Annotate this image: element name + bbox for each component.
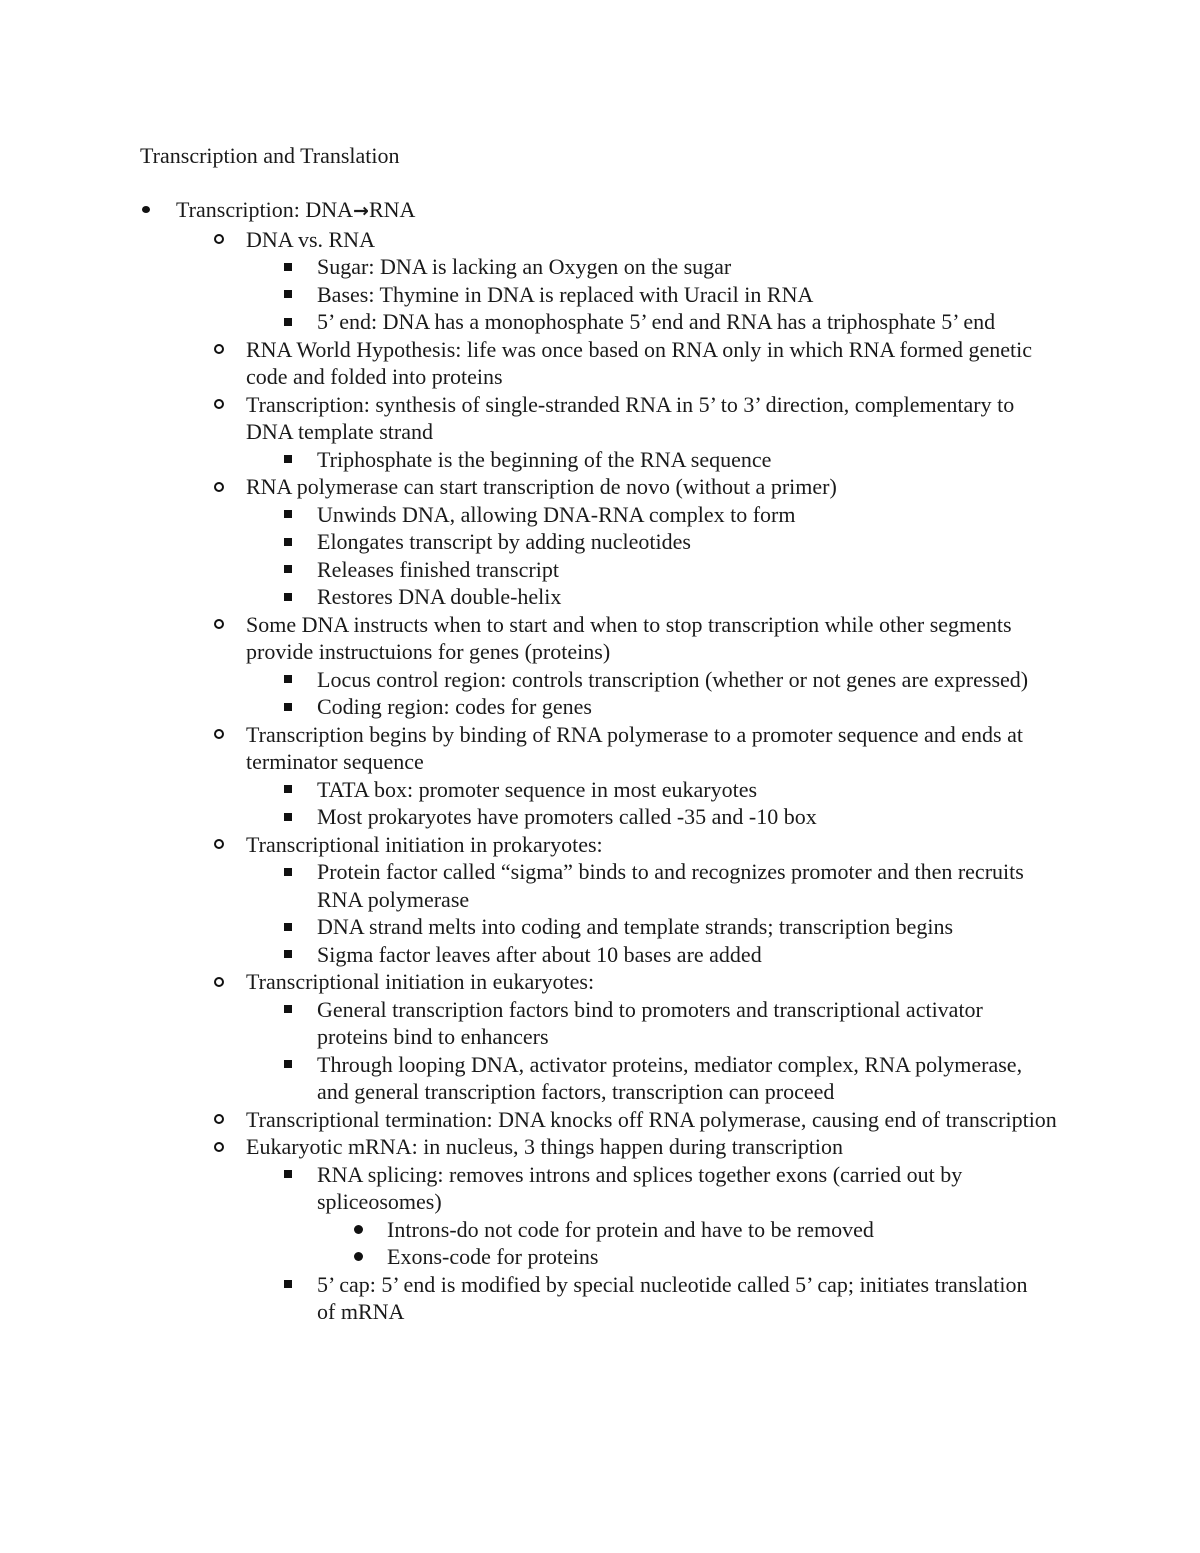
filled-square-bullet-icon [282,776,294,804]
outline-item-level-3 [317,996,1047,1051]
outline-item-text: Unwinds DNA, allowing DNA-RNA complex to form [317,501,796,527]
outline-item-text: Through looping DNA, activator proteins, mediator complex, RNA polymerase, and general transcription factors, transcription can proceed [317,1051,1023,1104]
outline-item-text: Elongates transcript by adding nucleotides [317,529,691,554]
filled-square-bullet-icon [282,528,294,556]
outline-item-text: 5’ cap: 5’ end is modified by special nucleotide called 5’ cap; initiates translation of mRNA [317,1271,1028,1324]
outline-item-text: Restores DNA double-helix [317,584,562,609]
outline-item-text: Exons-code for proteins [387,1244,599,1269]
outline-item-text: DNA strand melts into coding and template strands; transcription begins [317,914,954,939]
filled-square-bullet-icon [282,996,294,1024]
outline-item-text [176,196,1056,226]
filled-square-bullet-icon [282,1051,294,1079]
filled-circle-bullet-icon [140,196,152,224]
filled-square-bullet-icon [282,941,294,969]
outline-item-level-2 [246,391,1064,446]
outline-item-text: Transcriptional initiation in prokaryotes: [246,831,603,857]
hollow-circle-bullet-icon [213,226,225,254]
outline-item-text: Protein factor called “sigma” binds to and recognizes promoter and then recruits RNA polymerase [317,859,1024,912]
outline-item-level-3 [317,693,1047,721]
outline-item-level-1 [176,196,1056,226]
filled-square-bullet-icon [282,583,294,611]
outline-item-text: Some DNA instructs when to start and when to stop transcription while other segments provide instructuions for genes (proteins) [246,611,1012,664]
filled-square-bullet-icon [282,666,294,694]
hollow-circle-bullet-icon [213,391,225,419]
outline-item-text: Transcriptional termination: DNA knocks off RNA polymerase, causing end of transcription [246,1106,1057,1132]
outline-item-level-2 [246,721,1064,776]
outline-item-text-part: RNA [368,197,416,222]
outline-list [0,196,1200,1326]
arrow-right-icon: → [353,200,369,222]
outline-item-text: Releases finished transcript [317,556,559,582]
outline-item-level-4 [387,1216,1047,1244]
outline-item-text: Sugar: DNA is lacking an Oxygen on the sugar [317,254,732,279]
outline-item-level-3 [317,776,1047,804]
outline-item-text: Bases: Thymine in DNA is replaced with Uracil in RNA [317,281,814,307]
outline-item-level-3 [317,1051,1047,1106]
outline-item-text-part: Transcription: DNA [176,197,354,222]
outline-item-text: Triphosphate is the beginning of the RNA sequence [317,446,772,472]
outline-item-level-3 [317,556,1047,584]
outline-item-level-3 [317,913,1047,941]
outline-item-level-3 [317,1271,1047,1326]
outline-item-level-3 [317,941,1047,969]
outline-item-text: Sigma factor leaves after about 10 bases are added [317,941,762,967]
outline-item-level-3 [317,501,1047,529]
outline-item-text: Most prokaryotes have promoters called -35 and -10 box [317,804,817,829]
outline-item-level-3 [317,281,1047,309]
outline-item-text: DNA vs. RNA [246,226,375,252]
outline-item-level-2 [246,336,1064,391]
filled-square-bullet-icon [282,803,294,831]
outline-item-level-3 [317,446,1047,474]
filled-square-bullet-icon [282,308,294,336]
filled-square-bullet-icon [282,693,294,721]
filled-square-bullet-icon [282,913,294,941]
outline-item-level-3 [317,803,1047,831]
filled-square-bullet-icon [282,1161,294,1189]
outline-item-text: General transcription factors bind to promoters and transcriptional activator proteins bind to enhancers [317,996,983,1049]
outline-item-level-4 [387,1243,1047,1271]
hollow-circle-bullet-icon [213,968,225,996]
hollow-circle-bullet-icon [213,611,225,639]
outline-item-level-3 [317,308,1047,336]
outline-item-level-3 [317,858,1047,913]
outline-item-level-3 [317,528,1047,556]
outline-item-level-3 [317,666,1047,694]
outline-item-text: TATA box: promoter sequence in most eukaryotes [317,776,758,802]
outline-item-text: Transcription: synthesis of single-stranded RNA in 5’ to 3’ direction, complementary to DNA template strand [246,391,1015,444]
outline-item-level-2 [246,968,1064,996]
hollow-circle-bullet-icon [213,1106,225,1134]
filled-square-bullet-icon [282,446,294,474]
outline-item-text: Eukaryotic mRNA: in nucleus, 3 things happen during transcription [246,1134,843,1159]
filled-square-bullet-icon [282,858,294,886]
outline-item-text: Introns-do not code for protein and have to be removed [387,1216,874,1242]
outline-item-text: Transcription begins by binding of RNA polymerase to a promoter sequence and ends at terminator sequence [246,721,1023,774]
hollow-circle-bullet-icon [213,1133,225,1161]
filled-square-bullet-icon [282,281,294,309]
filled-square-bullet-icon [282,253,294,281]
outline-item-level-2 [246,611,1064,666]
page-title: Transcription and Translation [140,143,400,168]
outline-item-level-2 [246,1133,1064,1161]
outline-item-level-2 [246,473,1064,501]
filled-square-bullet-icon [282,556,294,584]
outline-item-text: RNA World Hypothesis: life was once based on RNA only in which RNA formed genetic code and folded into proteins [246,336,1033,389]
outline-item-level-2 [246,226,1064,254]
filled-square-bullet-icon [282,1271,294,1299]
outline-item-text: Locus control region: controls transcription (whether or not genes are expressed) [317,666,1029,692]
outline-item-level-3 [317,253,1047,281]
hollow-circle-bullet-icon [213,721,225,749]
outline-item-text: 5’ end: DNA has a monophosphate 5’ end and RNA has a triphosphate 5’ end [317,309,996,334]
outline-item-text: Transcriptional initiation in eukaryotes: [246,969,595,994]
outline-item-text: RNA polymerase can start transcription de novo (without a primer) [246,474,837,499]
outline-item-text: RNA splicing: removes introns and splices together exons (carried out by spliceosomes) [317,1161,963,1214]
outline-item-level-2 [246,1106,1064,1134]
outline-item-level-3 [317,1161,1047,1216]
hollow-circle-bullet-icon [213,831,225,859]
filled-square-bullet-icon [282,501,294,529]
outline-item-level-3 [317,583,1047,611]
outline-item-text: Coding region: codes for genes [317,694,592,719]
outline-item-level-2 [246,831,1064,859]
filled-circle-bullet-icon [352,1216,364,1244]
hollow-circle-bullet-icon [213,473,225,501]
filled-circle-bullet-icon [352,1243,364,1271]
hollow-circle-bullet-icon [213,336,225,364]
